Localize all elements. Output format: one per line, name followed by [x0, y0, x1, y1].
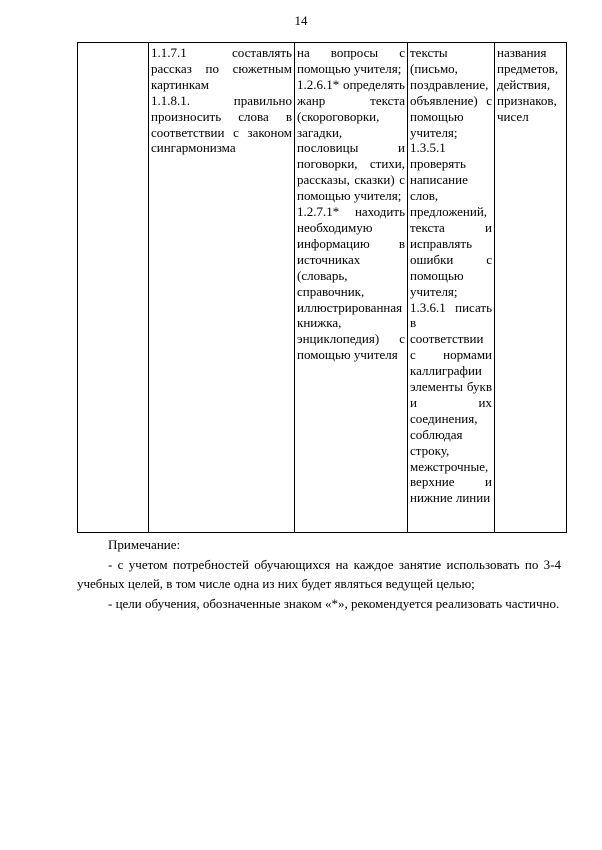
cell-text: 1.1.8.1. правильно произносить слова в соответствии с законом сингармонизма [151, 92, 292, 156]
cell-text: 1.2.6.1* определять жанр текста (скороговорки, загадки, пословицы и поговорки, стихи, рассказы, сказки) с помощью учителя; [297, 76, 405, 204]
table-row [78, 43, 567, 533]
page-number: 14 [294, 13, 308, 28]
cell-text: 1.3.6.1 писать в соответствии с нормами каллиграфии элементы букв и их соединения, соблюдая строку, межстрочные, верхние и нижние линии [410, 299, 492, 506]
table-cell-writing-goals [408, 43, 495, 533]
cell-text: 1.2.7.1* находить необходимую информацию в источниках (словарь, справочник, иллюстрированная книжка, энциклопедия) с помощью учителя [297, 204, 405, 363]
notes-section [77, 535, 561, 613]
table-cell-empty [78, 43, 149, 533]
note-item: - цели обучения, обозначенные знаком «*», рекомендуется реализовать частично. [108, 595, 560, 611]
notes-title: Примечание: [108, 537, 181, 552]
cell-text: 1.3.5.1 проверять написание слов, предложений, текста и исправлять ошибки с помощью учителя; [410, 140, 492, 299]
curriculum-table [77, 42, 567, 533]
table-cell-grammar-goals [495, 43, 567, 533]
cell-text: 1.1.7.1 составлять рассказ по сюжетным картинкам [151, 45, 292, 92]
note-item: - с учетом потребностей обучающихся на каждое занятие использовать по 3-4 учебных целей, в том числе одна из них будет являться ведущей целью; [77, 556, 561, 591]
table-cell-speaking-goals [149, 43, 295, 533]
cell-text: тексты (письмо, поздравление, объявление) с помощью учителя; [410, 45, 492, 140]
table-cell-reading-goals [295, 43, 408, 533]
cell-text: названия предметов, действия, признаков, чисел [497, 45, 559, 124]
cell-text: на вопросы с помощью учителя; [297, 45, 405, 76]
